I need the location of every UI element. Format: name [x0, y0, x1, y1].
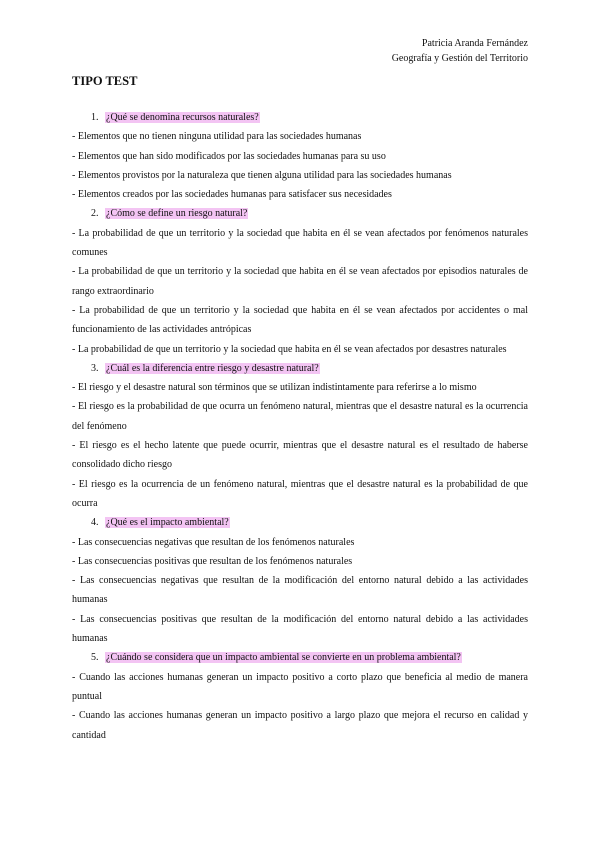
answer-option: - Las consecuencias positivas que resultan de los fenómenos naturales: [72, 555, 353, 567]
question-text: ¿Cuándo se considera que un impacto ambiental se convierte en un problema ambiental?: [106, 652, 461, 664]
question-number: 5.: [91, 652, 99, 664]
course-name: Geografía y Gestión del Territorio: [391, 53, 528, 64]
question-heading: [72, 648, 528, 667]
answer-option: - La probabilidad de que un territorio y la sociedad que habita en él se vean afectados por accidentes o mal funcionamiento de las actividades antrópicas: [72, 304, 528, 336]
answer-option: - La probabilidad de que un territorio y la sociedad que habita en él se vean afectados por fenómenos naturales comunes: [72, 227, 528, 259]
answer-option: - La probabilidad de que un territorio y la sociedad que habita en él se vean afectados por episodios naturales de rango extraordinario: [72, 266, 528, 297]
question-heading: [72, 513, 528, 532]
answer-option: - Elementos provistos por la naturaleza que tienen alguna utilidad para las sociedades humanas: [72, 169, 452, 181]
answer-option: - Elementos que no tienen ninguna utilidad para las sociedades humanas: [72, 131, 362, 143]
answer-option: - El riesgo es el hecho latente que puede ocurrir, mientras que el desastre natural es el resultado de haberse consolidado dicho riesgo: [72, 440, 528, 471]
answer-option: - Cuando las acciones humanas generan un impacto positivo a corto plazo que beneficia al medio de manera puntual: [72, 671, 528, 702]
question-number: 2.: [91, 208, 99, 220]
answer-option: - Las consecuencias positivas que resultan de la modificación del entorno natural debido a las actividades humanas: [72, 613, 528, 645]
answer-option: - Cuando las acciones humanas generan un impacto positivo a largo plazo que mejora el recurso en calidad y cantidad: [72, 710, 528, 741]
answer-option: - Las consecuencias negativas que resultan de la modificación del entorno natural debido a las actividades humanas: [72, 575, 528, 606]
question-text: ¿Cuál es la diferencia entre riesgo y desastre natural?: [106, 362, 319, 374]
question-heading: [72, 108, 528, 127]
answer-option: - El riesgo y el desastre natural son términos que se utilizan indistintamente para referirse a lo mismo: [72, 382, 477, 394]
question-text: ¿Qué se denomina recursos naturales?: [106, 112, 259, 123]
question-list: [72, 108, 528, 745]
answer-option: - La probabilidad de que un territorio y la sociedad que habita en él se vean afectados por desastres naturales: [72, 343, 507, 355]
author-name: Patricia Aranda Fernández: [421, 38, 528, 49]
question-text: ¿Qué es el impacto ambiental?: [106, 517, 229, 529]
page-header: [392, 36, 528, 66]
answer-option: - Las consecuencias negativas que resultan de los fenómenos naturales: [72, 536, 355, 548]
question-heading: [72, 359, 528, 378]
question-text: ¿Cómo se define un riesgo natural?: [106, 208, 248, 220]
answer-option: - Elementos que han sido modificados por las sociedades humanas para su uso: [72, 150, 386, 162]
question-number: 4.: [91, 517, 99, 529]
question-number: 1.: [91, 112, 99, 123]
answer-option: - El riesgo es la probabilidad de que ocurra un fenómeno natural, mientras que el desastre natural es la ocurrencia del fenómeno: [72, 401, 528, 432]
answer-option: - El riesgo es la ocurrencia de un fenómeno natural, mientras que el desastre natural es la probabilidad de que ocurra: [72, 478, 528, 509]
question-number: 3.: [91, 362, 99, 374]
page-title: TIPO TEST: [72, 74, 138, 88]
answer-option: - Elementos creados por las sociedades humanas para satisfacer sus necesidades: [72, 189, 392, 201]
question-heading: [72, 204, 528, 223]
